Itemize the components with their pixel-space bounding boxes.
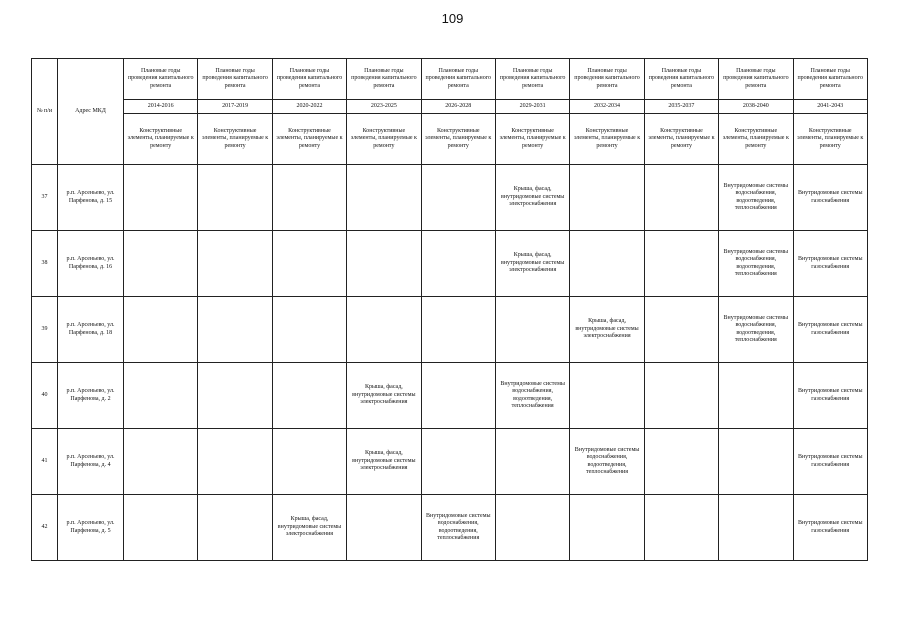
repair-cell: Внутридомовые системы водоснабжения, водоотведения, теплоснабжения [421, 495, 495, 561]
repair-cell [347, 165, 421, 231]
building-address: р.п. Арсеньево, ул. Парфенова, д. 15 [58, 165, 124, 231]
row-number: 40 [32, 363, 58, 429]
repair-cell [124, 495, 198, 561]
period-years: 2017-2019 [198, 100, 272, 114]
header-row-elements [32, 114, 868, 165]
period-years: 2041-2043 [793, 100, 867, 114]
repair-cell [421, 363, 495, 429]
repair-cell: Внутридомовые системы газоснабжения [793, 363, 867, 429]
period-title: Плановые годы проведения капитального ремонта [495, 59, 569, 100]
period-elements: Конструктивные элементы, планируемые к ремонту [495, 114, 569, 165]
period-title: Плановые годы проведения капитального ремонта [272, 59, 346, 100]
repair-cell [495, 495, 569, 561]
repair-cell: Крыша, фасад, внутридомовые системы электроснабжения [570, 297, 644, 363]
period-elements: Конструктивные элементы, планируемые к ремонту [421, 114, 495, 165]
repair-cell [570, 495, 644, 561]
repair-cell [272, 231, 346, 297]
period-elements: Конструктивные элементы, планируемые к ремонту [793, 114, 867, 165]
repair-cell: Внутридомовые системы водоснабжения, водоотведения, теплоснабжения [719, 231, 793, 297]
table-header [32, 59, 868, 165]
period-elements: Конструктивные элементы, планируемые к ремонту [198, 114, 272, 165]
repair-cell [570, 363, 644, 429]
period-title: Плановые годы проведения капитального ремонта [421, 59, 495, 100]
repair-cell: Внутридомовые системы водоснабжения, водоотведения, теплоснабжения [495, 363, 569, 429]
repair-cell [272, 297, 346, 363]
period-years: 2023-2025 [347, 100, 421, 114]
repair-cell [198, 429, 272, 495]
repair-cell [421, 231, 495, 297]
repair-cell: Крыша, фасад, внутридомовые системы электроснабжения [495, 165, 569, 231]
repair-cell: Внутридомовые системы газоснабжения [793, 297, 867, 363]
period-title: Плановые годы проведения капитального ремонта [198, 59, 272, 100]
period-title: Плановые годы проведения капитального ремонта [347, 59, 421, 100]
repair-cell [272, 363, 346, 429]
repair-cell [421, 297, 495, 363]
period-years: 2035-2037 [644, 100, 718, 114]
repair-cell [644, 165, 718, 231]
table-row [32, 297, 868, 363]
repair-cell [198, 297, 272, 363]
page-number: 109 [441, 11, 464, 26]
repair-cell [719, 495, 793, 561]
table-row [32, 231, 868, 297]
repair-cell: Внутридомовые системы водоснабжения, водоотведения, теплоснабжения [719, 297, 793, 363]
building-address: р.п. Арсеньево, ул. Парфенова, д. 5 [58, 495, 124, 561]
row-number: 41 [32, 429, 58, 495]
repair-cell: Крыша, фасад, внутридомовые системы электроснабжения [347, 363, 421, 429]
repair-cell [421, 429, 495, 495]
repair-cell [719, 363, 793, 429]
repair-cell: Внутридомовые системы газоснабжения [793, 165, 867, 231]
table-row [32, 495, 868, 561]
period-title: Плановые годы проведения капитального ремонта [570, 59, 644, 100]
repair-cell [198, 363, 272, 429]
repair-cell: Крыша, фасад, внутридомовые системы электроснабжения [272, 495, 346, 561]
repair-cell [644, 363, 718, 429]
repair-cell [198, 495, 272, 561]
repair-cell [124, 231, 198, 297]
period-elements: Конструктивные элементы, планируемые к ремонту [570, 114, 644, 165]
repair-cell: Внутридомовые системы газоснабжения [793, 231, 867, 297]
period-years: 2029-2031 [495, 100, 569, 114]
period-title: Плановые годы проведения капитального ремонта [124, 59, 198, 100]
table-row [32, 165, 868, 231]
repair-cell [347, 297, 421, 363]
period-title: Плановые годы проведения капитального ремонта [793, 59, 867, 100]
repair-cell [495, 429, 569, 495]
table-row [32, 363, 868, 429]
col-num-header: № п/и [32, 59, 58, 165]
building-address: р.п. Арсеньево, ул. Парфенова, д. 4 [58, 429, 124, 495]
repair-cell [272, 165, 346, 231]
table-row [32, 429, 868, 495]
row-number: 42 [32, 495, 58, 561]
repair-cell [198, 231, 272, 297]
repair-cell [719, 429, 793, 495]
repair-cell [495, 297, 569, 363]
building-address: р.п. Арсеньево, ул. Парфенова, д. 18 [58, 297, 124, 363]
header-row-years [32, 100, 868, 114]
period-elements: Конструктивные элементы, планируемые к ремонту [347, 114, 421, 165]
repair-cell: Крыша, фасад, внутридомовые системы электроснабжения [347, 429, 421, 495]
repair-cell [124, 363, 198, 429]
repair-cell [124, 429, 198, 495]
period-years: 2026-2028 [421, 100, 495, 114]
period-title: Плановые годы проведения капитального ремонта [719, 59, 793, 100]
repair-cell [570, 165, 644, 231]
repair-cell [124, 297, 198, 363]
period-years: 2038-2040 [719, 100, 793, 114]
row-number: 39 [32, 297, 58, 363]
repair-cell [347, 231, 421, 297]
repair-cell: Внутридомовые системы газоснабжения [793, 429, 867, 495]
period-elements: Конструктивные элементы, планируемые к ремонту [124, 114, 198, 165]
header-row-titles [32, 59, 868, 100]
repair-cell [644, 429, 718, 495]
row-number: 38 [32, 231, 58, 297]
period-elements: Конструктивные элементы, планируемые к ремонту [272, 114, 346, 165]
repair-cell: Внутридомовые системы газоснабжения [793, 495, 867, 561]
repair-cell [644, 495, 718, 561]
capital-repair-table [31, 58, 868, 561]
repair-cell: Внутридомовые системы водоснабжения, водоотведения, теплоснабжения [719, 165, 793, 231]
repair-cell [570, 231, 644, 297]
repair-cell: Внутридомовые системы водоснабжения, водоотведения, теплоснабжения [570, 429, 644, 495]
repair-cell [124, 165, 198, 231]
period-elements: Конструктивные элементы, планируемые к ремонту [719, 114, 793, 165]
period-years: 2032-2034 [570, 100, 644, 114]
period-elements: Конструктивные элементы, планируемые к ремонту [644, 114, 718, 165]
building-address: р.п. Арсеньево, ул. Парфенова, д. 16 [58, 231, 124, 297]
repair-cell [198, 165, 272, 231]
repair-cell: Крыша, фасад, внутридомовые системы электроснабжения [495, 231, 569, 297]
period-years: 2020-2022 [272, 100, 346, 114]
period-title: Плановые годы проведения капитального ремонта [644, 59, 718, 100]
repair-cell [644, 231, 718, 297]
repair-cell [644, 297, 718, 363]
building-address: р.п. Арсеньево, ул. Парфенова, д. 2 [58, 363, 124, 429]
row-number: 37 [32, 165, 58, 231]
col-address-header: Адрес МКД [58, 59, 124, 165]
repair-cell [421, 165, 495, 231]
repair-cell [347, 495, 421, 561]
table-body [32, 165, 868, 561]
repair-cell [272, 429, 346, 495]
period-years: 2014-2016 [124, 100, 198, 114]
